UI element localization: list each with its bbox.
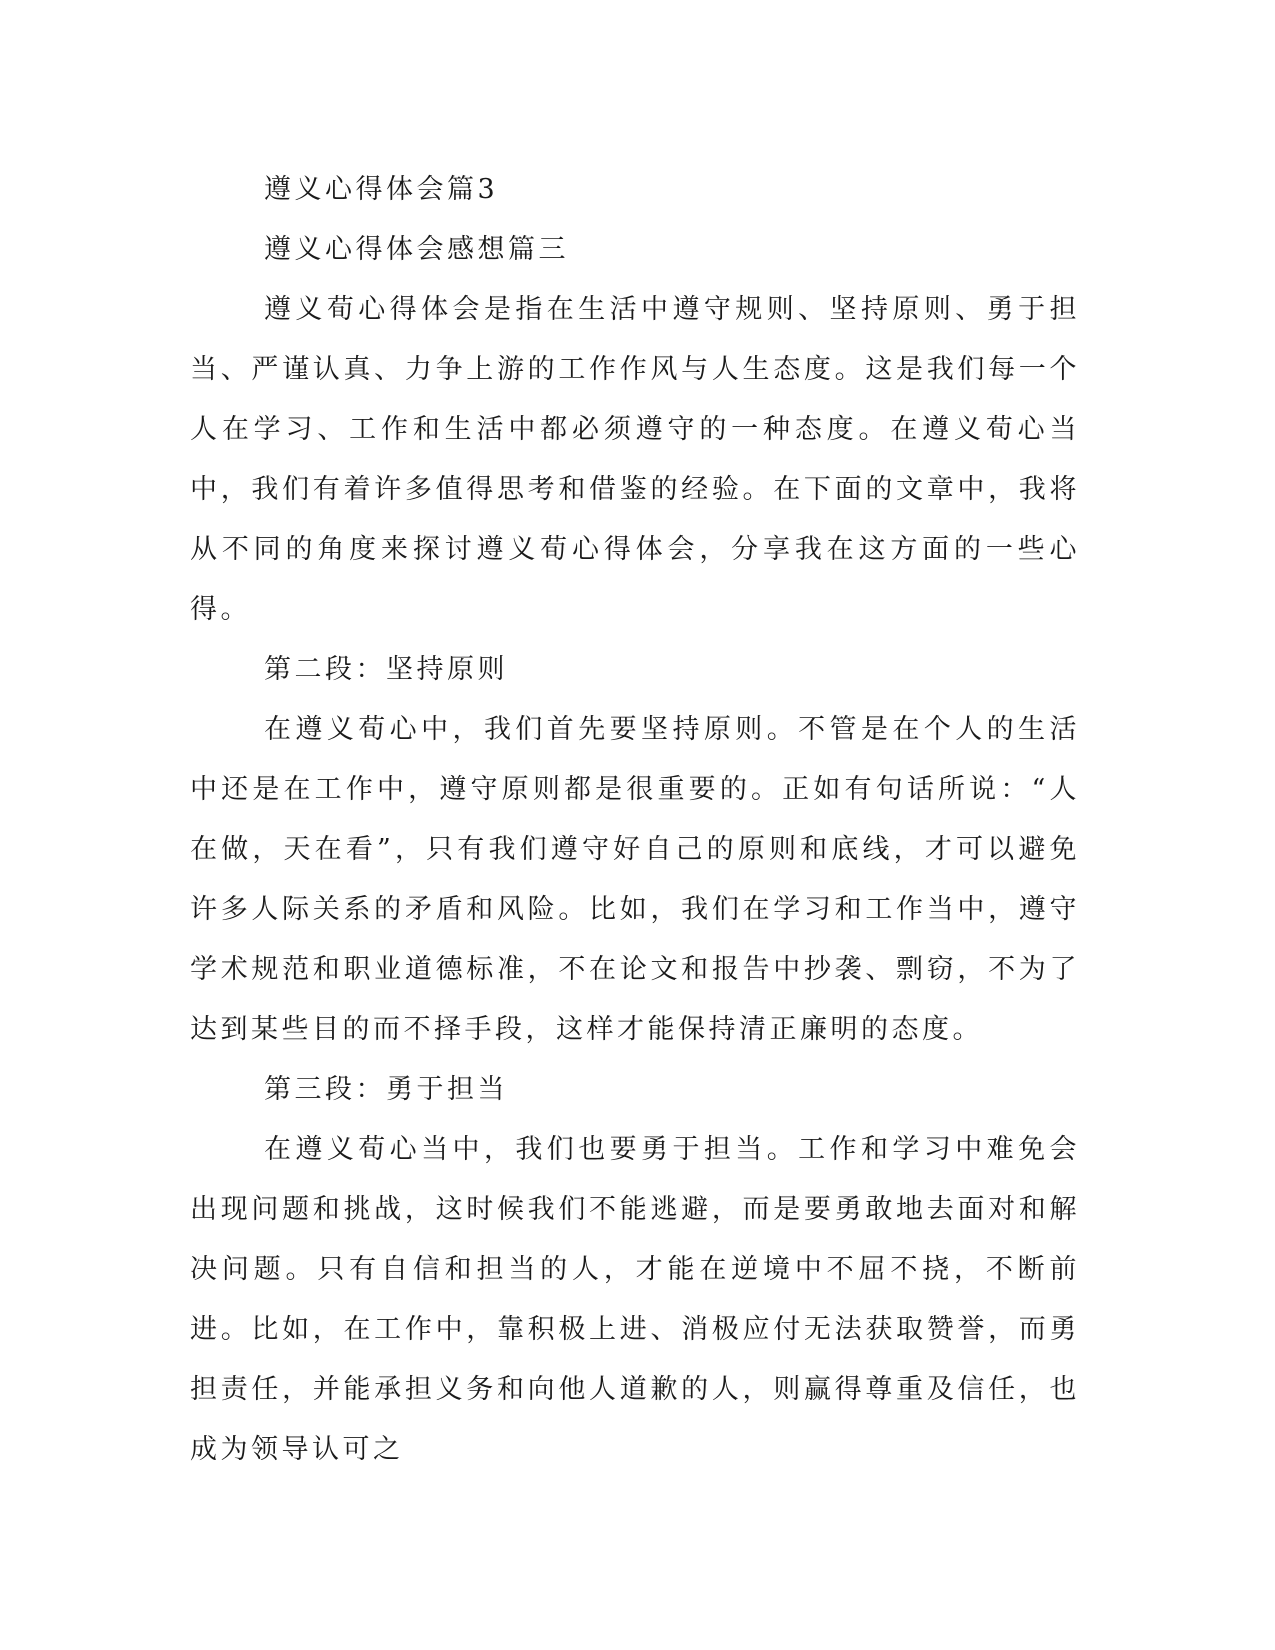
- document-body: [190, 160, 1080, 1480]
- document-title: 遵义心得体会篇3: [264, 174, 499, 205]
- intro-paragraph: 遵义荀心得体会是指在生活中遵守规则、坚持原则、勇于担当、严谨认真、力争上游的工作作风与人生态度。这是我们每一个人在学习、工作和生活中都必须遵守的一种态度。在遵义荀心当中，我们有着许多值得思考和借鉴的经验。在下面的文章中，我将从不同的角度来探讨遵义荀心得体会，分享我在这方面的一些心得。: [190, 294, 1080, 625]
- document-subtitle: 遵义心得体会感想篇三: [264, 234, 569, 265]
- section-3-paragraph: 在遵义荀心当中，我们也要勇于担当。工作和学习中难免会出现问题和挑战，这时候我们不能逃避，而是要勇敢地去面对和解决问题。只有自信和担当的人，才能在逆境中不屈不挠，不断前进。比如，在工作中，靠积极上进、消极应付无法获取赞誉，而勇担责任，并能承担义务和向他人道歉的人，则赢得尊重及信任，也成为领导认可之: [190, 1134, 1080, 1465]
- section-2-paragraph: 在遵义荀心中，我们首先要坚持原则。不管是在个人的生活中还是在工作中，遵守原则都是很重要的。正如有句话所说：“人在做，天在看”，只有我们遵守好自己的原则和底线，才可以避免许多人际关系的矛盾和风险。比如，我们在学习和工作当中，遵守学术规范和职业道德标准，不在论文和报告中抄袭、剽窃，不为了达到某些目的而不择手段，这样才能保持清正廉明的态度。: [190, 714, 1080, 1045]
- section-heading-2: 第二段：坚持原则: [264, 654, 508, 685]
- section-heading-3: 第三段：勇于担当: [264, 1074, 508, 1105]
